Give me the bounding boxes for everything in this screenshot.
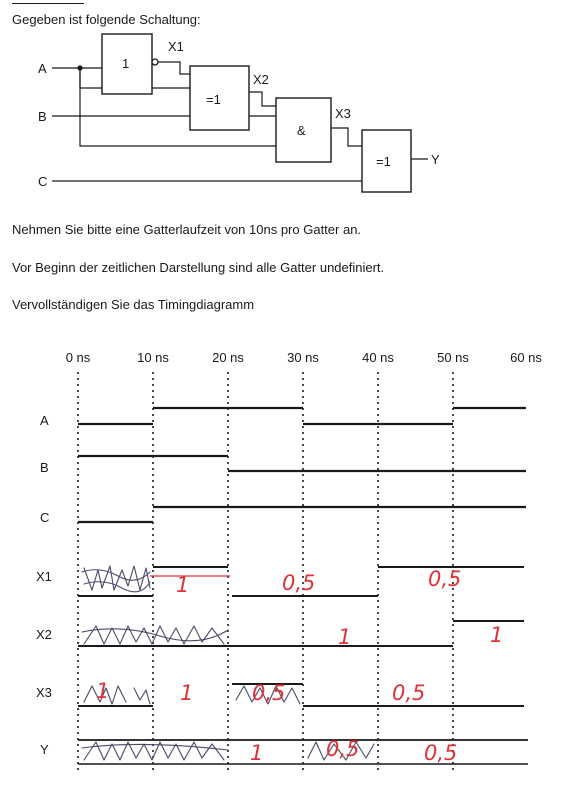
row-label-a: A bbox=[40, 413, 49, 428]
row-label-y: Y bbox=[40, 742, 49, 757]
tick-label: 30 ns bbox=[287, 350, 319, 365]
input-c-label: C bbox=[38, 174, 48, 189]
and-gate-label: & bbox=[297, 123, 306, 138]
tick-label: 50 ns bbox=[437, 350, 469, 365]
scribble bbox=[82, 744, 228, 750]
signal-traces bbox=[78, 408, 526, 522]
scribble bbox=[82, 570, 150, 580]
timing-diagram bbox=[36, 350, 542, 770]
scribble bbox=[134, 688, 150, 704]
tick-label: 60 ns bbox=[510, 350, 542, 365]
inverter-bubble bbox=[152, 59, 158, 65]
x1-wire-label: X1 bbox=[168, 39, 184, 54]
x1-answer-1: 1 bbox=[176, 573, 190, 597]
wire-x2 bbox=[249, 92, 276, 106]
x3-answer-3: 0,5 bbox=[392, 681, 426, 705]
x2-wire-label: X2 bbox=[253, 72, 269, 87]
x1-answer-3: 0,5 bbox=[428, 567, 462, 591]
y-answer-3: 0,5 bbox=[424, 741, 458, 765]
y-answer-2: 0,5 bbox=[326, 737, 360, 761]
scribble bbox=[82, 629, 228, 641]
paragraph-instruction: Vervollständigen Sie das Timingdiagramm bbox=[12, 297, 255, 312]
row-label-x2: X2 bbox=[36, 627, 52, 642]
row-label-c: C bbox=[40, 510, 50, 525]
wire-x3 bbox=[331, 128, 362, 146]
input-b-label: B bbox=[38, 109, 47, 124]
circuit-diagram bbox=[38, 34, 440, 192]
x1-answer bbox=[78, 566, 524, 597]
x3-wire-label: X3 bbox=[335, 106, 351, 121]
junction-dot bbox=[77, 65, 82, 70]
xor-gate-2-label: =1 bbox=[376, 154, 391, 169]
wire-x1 bbox=[158, 62, 190, 74]
x2-answer-2: 1 bbox=[490, 623, 504, 647]
x3-answer-1: 1 bbox=[180, 681, 194, 705]
paragraph-gate-delay: Nehmen Sie bitte eine Gatterlaufzeit von 10ns pro Gatter an. bbox=[12, 222, 362, 237]
not-gate-label: 1 bbox=[122, 56, 130, 71]
x3-scribble-1: 1 bbox=[96, 679, 110, 703]
x1-answer-2: 0,5 bbox=[282, 571, 316, 595]
x2-answer bbox=[78, 621, 524, 649]
tick-label: 20 ns bbox=[212, 350, 244, 365]
x3-answer-2: 0,5 bbox=[252, 681, 286, 705]
output-y-label: Y bbox=[431, 152, 440, 167]
tick-label: 10 ns bbox=[137, 350, 169, 365]
xor-gate-1-label: =1 bbox=[206, 92, 221, 107]
tick-label: 0 ns bbox=[65, 350, 91, 365]
paragraph-undefined: Vor Beginn der zeitlichen Darstellung sind alle Gatter undefiniert. bbox=[12, 260, 385, 275]
row-label-x1: X1 bbox=[36, 569, 52, 584]
row-label-x3: X3 bbox=[36, 685, 52, 700]
tick-label: 40 ns bbox=[362, 350, 394, 365]
x2-answer-1: 1 bbox=[338, 625, 352, 649]
intro-text: Gegeben ist folgende Schaltung: bbox=[12, 12, 201, 27]
x3-answer bbox=[78, 679, 524, 706]
row-label-b: B bbox=[40, 460, 49, 475]
input-a-label: A bbox=[38, 61, 47, 76]
y-answer-1: 1 bbox=[250, 741, 264, 765]
